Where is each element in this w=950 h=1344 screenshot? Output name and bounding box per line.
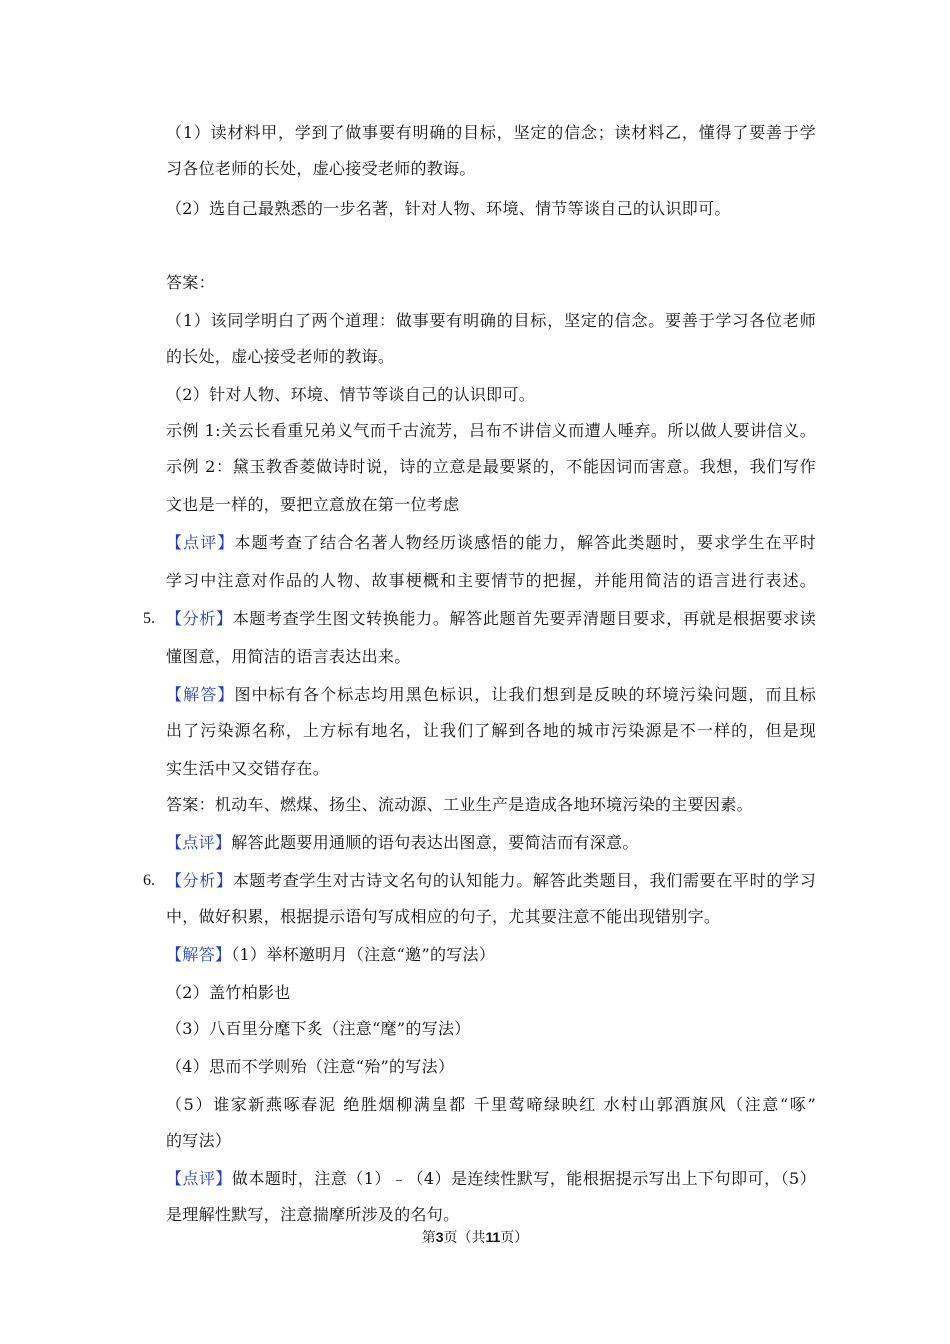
analysis-line: 【分析】本题考查学生图文转换能力。解答此题首先要弄清题目要求，再就是根据要求读	[166, 609, 816, 628]
text-line: 的长处，虚心接受老师的教诲。	[166, 347, 395, 366]
text-line: （2）盖竹柏影也	[166, 983, 291, 1002]
text-line: （4）思而不学则殆（注意“殆”的写法）	[166, 1057, 455, 1076]
page-number: 3	[435, 1229, 444, 1245]
solution-line: 【解答】（1）举杯邀明月（注意“邀”的写法）	[166, 945, 496, 964]
text-line: （3）八百里分麾下炙（注意“麾”的写法）	[166, 1019, 471, 1038]
comment-tag: 【点评】	[166, 833, 232, 852]
comment-line: 【点评】解答此题要用通顺的语句表达出图意，要简洁而有深意。	[166, 833, 639, 852]
text-line: （5）谁家新燕啄春泥 绝胜烟柳满皇都 千里莺啼绿映红 水村山郭酒旗风（注意“啄”	[166, 1095, 816, 1114]
solution-line: 【解答】图中标有各个标志均用黑色标识，让我们想到是反映的环境污染问题，而且标	[166, 685, 817, 704]
solution-tag: 【解答】	[166, 945, 232, 964]
text-line: 中，做好积累，根据提示语句写成相应的句子，尤其要注意不能出现错别字。	[166, 907, 721, 926]
comment-tag: 【点评】	[166, 1169, 232, 1188]
text-line: 是理解性默写，注意揣摩所涉及的名句。	[166, 1205, 460, 1224]
page-total: 11	[485, 1229, 501, 1245]
analysis-tag: 【分析】	[166, 871, 233, 890]
page-footer: 第3页（共11页）	[421, 1229, 529, 1246]
text-line: 文也是一样的，要把立意放在第一位考虑	[166, 495, 460, 514]
answer-line: 答案：机动车、燃煤、扬尘、流动源、工业生产是造成各地环境污染的主要因素。	[166, 795, 753, 814]
text-line: （2）选自己最熟悉的一步名著，针对人物、环境、情节等谈自己的认识即可。	[166, 199, 731, 218]
text-line: 示例 2：黛玉教香菱做诗时说，诗的立意是最要紧的，不能因词而害意。我想，我们写作	[166, 457, 816, 476]
comment-tag: 【点评】	[166, 533, 235, 552]
comment-line: 【点评】本题考查了结合名著人物经历谈感悟的能力，解答此类题时，要求学生在平时	[166, 533, 817, 552]
text-line: 实生活中又交错存在。	[166, 759, 330, 778]
text-line: 的写法）	[166, 1131, 232, 1150]
answer-label: 答案：	[166, 273, 215, 292]
analysis-tag: 【分析】	[166, 609, 233, 628]
comment-line: 【点评】做本题时，注意（1）﹣（4）是连续性默写，能根据提示写出上下句即可，（5）	[166, 1169, 817, 1188]
analysis-line: 【分析】本题考查学生对古诗文名句的认知能力。解答此类题目，我们需要在平时的学习	[166, 871, 816, 890]
text-line: 学习中注意对作品的人物、故事梗概和主要情节的把握，并能用简洁的语言进行表述。	[166, 571, 816, 590]
solution-tag: 【解答】	[166, 685, 235, 704]
text-line: （2）针对人物、环境、情节等谈自己的认识即可。	[166, 385, 536, 404]
text-line: 习各位老师的长处，虚心接受老师的教诲。	[166, 159, 476, 178]
text-line: 懂图意，用简洁的语言表达出来。	[166, 647, 411, 666]
question-number: 6.	[143, 872, 155, 889]
text-line: （1）读材料甲，学到了做事要有明确的目标，坚定的信念；读材料乙，懂得了要善于学	[166, 123, 816, 142]
text-line: 示例 1:关云长看重兄弟义气而千古流芳，吕布不讲信义而遭人唾弃。所以做人要讲信义。	[166, 421, 816, 440]
text-line: 出了污染源名称，上方标有地名，让我们了解到各地的城市污染源是不一样的，但是现	[166, 721, 816, 740]
question-number: 5.	[143, 610, 155, 627]
text-line: （1）该同学明白了两个道理：做事要有明确的目标，坚定的信念。要善于学习各位老师	[166, 311, 816, 330]
